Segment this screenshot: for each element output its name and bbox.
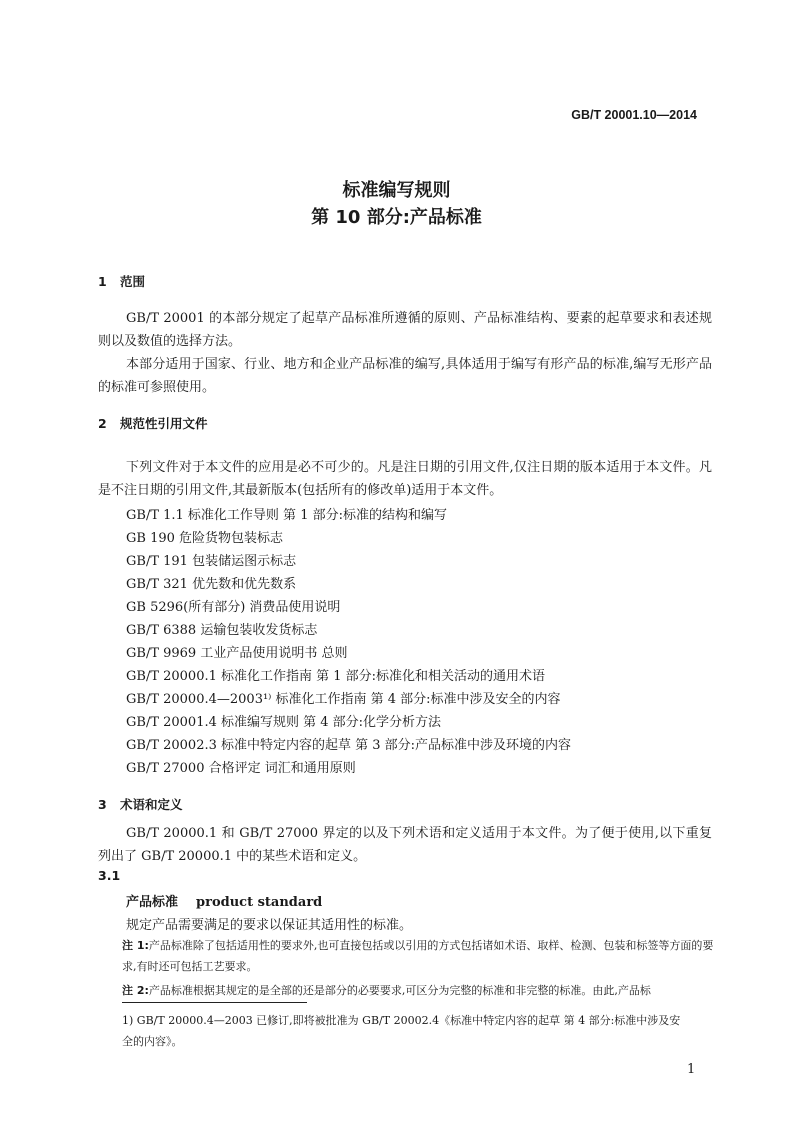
note-label: 注 1:	[122, 939, 149, 952]
reference-item: GB/T 321 优先数和优先数系	[126, 577, 297, 592]
section-1-heading	[98, 272, 145, 290]
section-title: 规范性引用文件	[120, 416, 208, 431]
section-title: 范围	[120, 274, 146, 289]
standard-code: GB/T 20001.10—2014	[571, 108, 697, 122]
document-subtitle: 第 10 部分:产品标准	[311, 207, 482, 228]
page-number: 1	[687, 1062, 696, 1077]
section-3-heading	[98, 795, 183, 813]
term-heading	[126, 891, 322, 910]
section-1-paragraph-1: GB/T 20001 的本部分规定了起草产品标准所遵循的原则、产品标准结构、要素的起草要求和表述规则以及数值的选择方法。	[98, 311, 712, 349]
section-number: 1	[98, 274, 107, 289]
document-title: 标准编写规则	[342, 180, 451, 201]
term-number: 3.1	[98, 868, 121, 883]
reference-item: GB/T 20001.4 标准编写规则 第 4 部分:化学分析方法	[126, 715, 442, 730]
term-chinese: 产品标准	[126, 895, 179, 910]
footnote-divider	[122, 1002, 307, 1003]
reference-item: GB/T 20000.4—2003¹⁾ 标准化工作指南 第 4 部分:标准中涉及安全的内容	[126, 692, 561, 707]
section-number: 2	[98, 416, 107, 431]
note-label: 注 2:	[122, 984, 149, 997]
reference-item: GB/T 9969 工业产品使用说明书 总则	[126, 646, 348, 661]
reference-item: GB/T 1.1 标准化工作导则 第 1 部分:标准的结构和编写	[126, 508, 447, 523]
section-number: 3	[98, 797, 107, 812]
reference-item: GB 190 危险货物包装标志	[126, 531, 284, 546]
section-title: 术语和定义	[120, 797, 183, 812]
note-text: 产品标准除了包括适用性的要求外,也可直接包括或以引用的方式包括诸如术语、取样、检测、包装和标签等方面的要求,有时还可包括工艺要求。	[122, 939, 714, 973]
section-3-intro: GB/T 20000.1 和 GB/T 27000 界定的以及下列术语和定义适用于本文件。为了便于使用,以下重复列出了 GB/T 20000.1 中的某些术语和定义。	[98, 826, 712, 864]
section-1-paragraph-2: 本部分适用于国家、行业、地方和企业产品标准的编写,具体适用于编写有形产品的标准,编写无形产品的标准可参照使用。	[98, 357, 712, 395]
section-2-heading	[98, 414, 208, 432]
note-text: 产品标准根据其规定的是全部的还是部分的必要要求,可区分为完整的标准和非完整的标准。由此,产品标	[148, 984, 651, 997]
reference-item: GB/T 20002.3 标准中特定内容的起草 第 3 部分:产品标准中涉及环境的内容	[126, 738, 572, 753]
footnote-marker: 1)	[122, 1014, 134, 1027]
reference-item: GB/T 20000.1 标准化工作指南 第 1 部分:标准化和相关活动的通用术语	[126, 669, 546, 684]
reference-item: GB/T 191 包装储运图示标志	[126, 554, 297, 569]
term-definition: 规定产品需要满足的要求以保证其适用性的标准。	[126, 918, 413, 933]
section-2-intro: 下列文件对于本文件的应用是必不可少的。凡是注日期的引用文件,仅注日期的版本适用于本文件。凡是不注日期的引用文件,其最新版本(包括所有的修改单)适用于本文件。	[98, 460, 712, 498]
reference-item: GB/T 27000 合格评定 词汇和通用原则	[126, 761, 356, 776]
note-1	[122, 935, 714, 977]
reference-item: GB 5296(所有部分) 消费品使用说明	[126, 600, 341, 615]
reference-item: GB/T 6388 运输包装收发货标志	[126, 623, 318, 638]
term-english: product standard	[196, 895, 323, 910]
footnote-text: GB/T 20000.4—2003 已修订,即将被批准为 GB/T 20002.4《标准中特定内容的起草 第 4 部分:标准中涉及安全的内容》。	[122, 1014, 681, 1048]
footnote	[122, 1010, 682, 1052]
note-2	[122, 980, 714, 1001]
